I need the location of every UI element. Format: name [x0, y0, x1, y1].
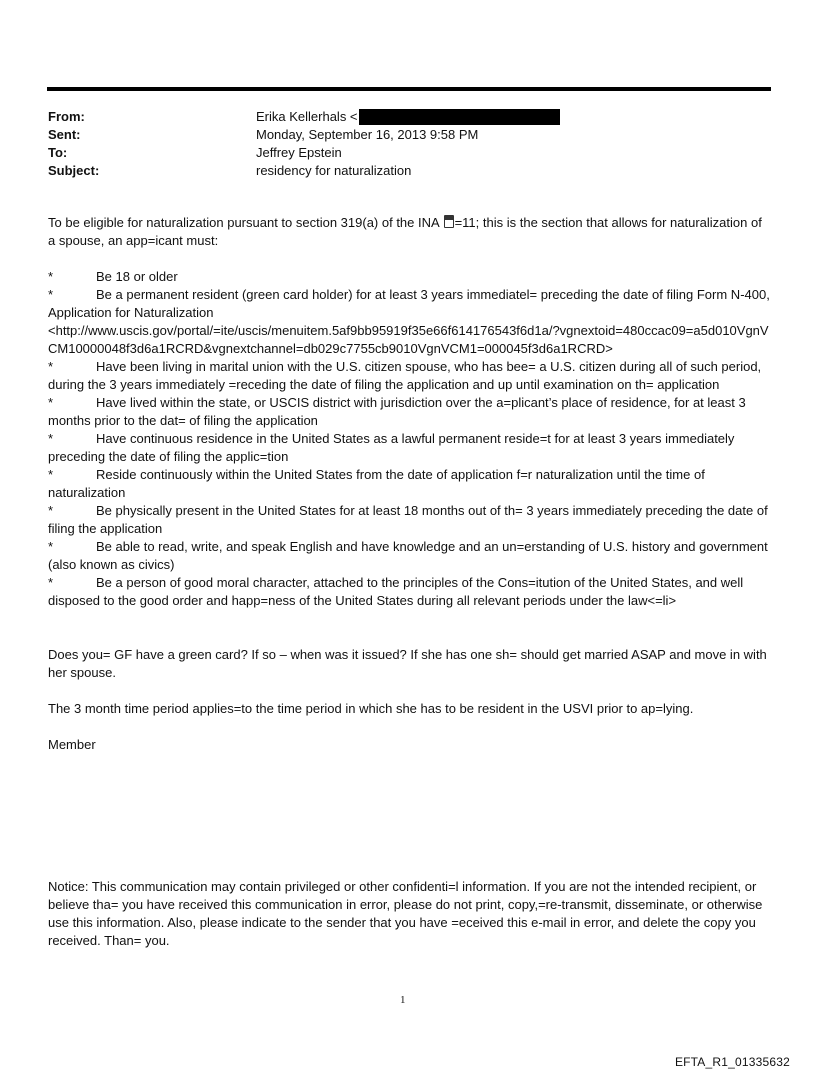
- requirement-text: Be able to read, write, and speak English and have knowledge and an un=erstanding of U.S. history and government (also known as civics): [48, 539, 768, 572]
- spacer: [48, 628, 770, 646]
- from-value-wrap: [256, 108, 560, 126]
- spacer: [48, 250, 770, 268]
- email-body: [48, 214, 770, 754]
- requirement-item: [48, 394, 770, 430]
- page-number: 1: [400, 994, 406, 1006]
- uscis-url[interactable]: <http://www.uscis.gov/portal/=ite/uscis/menuitem.5af9bb95919f35e66f614176543f6d1a/?vgnextoid=480ccac09=a5d010VgnVCM10000048f3d6a1RCRD&vgnextchannel=db029c7755cb9010VgnVCM1=000045f3d6a1RCRD>: [48, 323, 769, 356]
- subject-value: residency for naturalization: [256, 163, 412, 178]
- requirement-text: Be a permanent resident (green card holder) for at least 3 years immediatel= preceding the date of filing Form N-400, Application for Naturalization: [48, 287, 770, 320]
- requirement-item: [48, 430, 770, 466]
- intro-part1: To be eligible for naturalization pursuant to section 319(a) of the INA: [48, 215, 443, 230]
- intro-paragraph: [48, 214, 770, 250]
- requirement-item: [48, 268, 770, 286]
- subject-label: Subject:: [48, 163, 100, 178]
- requirement-item: [48, 358, 770, 394]
- period-paragraph: The 3 month time period applies=to the time period in which she has to be resident in the USVI prior to ap=lying.: [48, 701, 694, 716]
- confidentiality-notice: Notice: This communication may contain privileged or other confidenti=l information. If you are not the intended recipient, or believe tha= you have received this communication in error, please do not print, copy,=re-transmit, disseminate, or otherwise use this information. Also, please indicate to the sender that you have =eceived this e-mail in error, and delete the copy you received. Than= you.: [48, 879, 763, 948]
- to-value: Jeffrey Epstein: [256, 145, 342, 160]
- requirement-text: Have been living in marital union with the U.S. citizen spouse, who has bee= a U.S. citizen during all of such period, during the 3 years immediately =receding the date of filing the application and up until examination on th= application: [48, 359, 762, 392]
- phone-glyph-icon: [444, 215, 454, 228]
- intro-part2: =11; this is the section that allows for naturalization of a spouse, an app=icant must:: [48, 215, 762, 248]
- requirement-item: [48, 502, 770, 538]
- email-header: [48, 108, 768, 180]
- requirement-item: [48, 574, 770, 610]
- requirement-item: [48, 538, 770, 574]
- from-label: From:: [48, 109, 85, 124]
- from-value: Erika Kellerhals <: [256, 109, 358, 124]
- signoff: Member: [48, 737, 96, 752]
- requirement-text: Be a person of good moral character, attached to the principles of the Cons=itution of the United States, and well disposed to the good order and happ=ness of the United States during all relevant periods under the law<=li>: [48, 575, 744, 608]
- to-row: [48, 144, 768, 162]
- spacer: [48, 682, 770, 700]
- bullet-star: *: [48, 575, 54, 590]
- bullet-star: *: [48, 287, 54, 302]
- bullet-star: *: [48, 269, 54, 284]
- question-paragraph: Does you= GF have a green card? If so – when was it issued? If she has one sh= should get married ASAP and move in with her spouse.: [48, 647, 767, 680]
- bullet-star: *: [48, 395, 54, 410]
- subject-row: [48, 162, 768, 180]
- header-rule: [47, 87, 771, 91]
- redaction-bar: [359, 109, 560, 125]
- spacer: [48, 610, 770, 628]
- to-label: To:: [48, 145, 68, 160]
- sent-label: Sent:: [48, 127, 81, 142]
- requirement-text: Have continuous residence in the United States as a lawful permanent reside=t for at least 3 years immediately preceding the date of filing the applic=tion: [48, 431, 735, 464]
- requirement-text: Be physically present in the United States for at least 18 months out of th= 3 years immediately preceding the date of filing the application: [48, 503, 768, 536]
- bullet-star: *: [48, 431, 54, 446]
- from-row: [48, 108, 768, 126]
- bullet-star: *: [48, 359, 54, 374]
- sent-value: Monday, September 16, 2013 9:58 PM: [256, 127, 479, 142]
- requirement-text: Have lived within the state, or USCIS district with jurisdiction over the a=plicant’s place of residence, for at least 3 months prior to the dat= of filing the application: [48, 395, 746, 428]
- requirement-item: [48, 466, 770, 502]
- bullet-star: *: [48, 539, 54, 554]
- bullet-star: *: [48, 467, 54, 482]
- requirement-text: Be 18 or older: [96, 269, 178, 284]
- bates-number: EFTA_R1_01335632: [674, 1055, 790, 1069]
- requirement-item: [48, 286, 770, 322]
- requirement-text: Reside continuously within the United States from the date of application f=r naturalization until the time of naturalization: [48, 467, 705, 500]
- bullet-star: *: [48, 503, 54, 518]
- sent-row: [48, 126, 768, 144]
- spacer: [48, 718, 770, 736]
